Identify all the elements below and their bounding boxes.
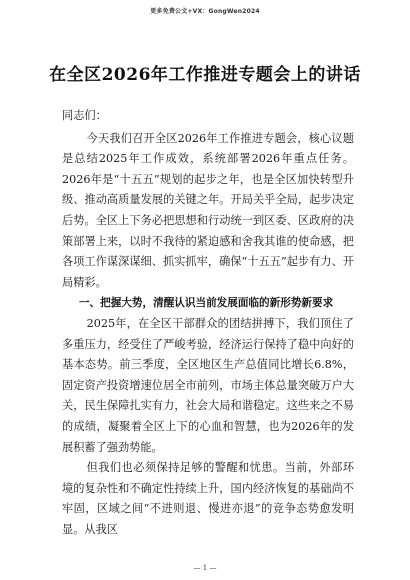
document-title: 在全区2026年工作推进专题会上的讲话 <box>49 65 361 85</box>
section-paragraph: 但我们也必须保持足够的警醒和忧患。当前，外部环境的复杂性和不确定性持续上升，国内经济恢复的基础尚不牢固，区域之间“不进则退、慢进亦退”的竞争态势愈发明显。从我区 <box>62 461 354 536</box>
intro-paragraph: 今天我们召开全区2026年工作推进专题会，核心议题是总结2025年工作成效，系统部署2026年重点任务。2026年是“十五五”规划的起步之年，也是全区加快转型升级、推动高质量发展的关键之年。开局关乎全局，起步决定后势。全区上下务必把思想和行动统一到区委、区政府的决策部署上来，以时不我待的紧迫感和舍我其谁的使命感，把各项工作谋深谋细、抓实抓牢，确保“十五五”起步有力、开局精彩。 <box>62 131 354 289</box>
salutation: 同志们： <box>62 109 107 122</box>
page-number: — 1 — <box>193 564 217 572</box>
document-body <box>62 106 354 540</box>
section-paragraph: 2025年，在全区干部群众的团结拼搏下，我们顶住了多重压力，经受住了严峻考验，经济运行保持了稳中向好的基本态势。前三季度，全区地区生产总值同比增长6.8%，固定资产投资增速位居全市前列，市场主体总量突破万户大关，民生保障扎实有力，社会大局和谐稳定。这些来之不易的成绩，凝聚着全区上下的心血和智慧，也为2026年的发展积蓄了强劲势能。 <box>62 316 354 454</box>
section-heading: 一、把握大势，清醒认识当前发展面临的新形势新要求 <box>78 297 334 310</box>
header-note: 更多免费公文+VX：GongWen2024 <box>150 8 260 15</box>
